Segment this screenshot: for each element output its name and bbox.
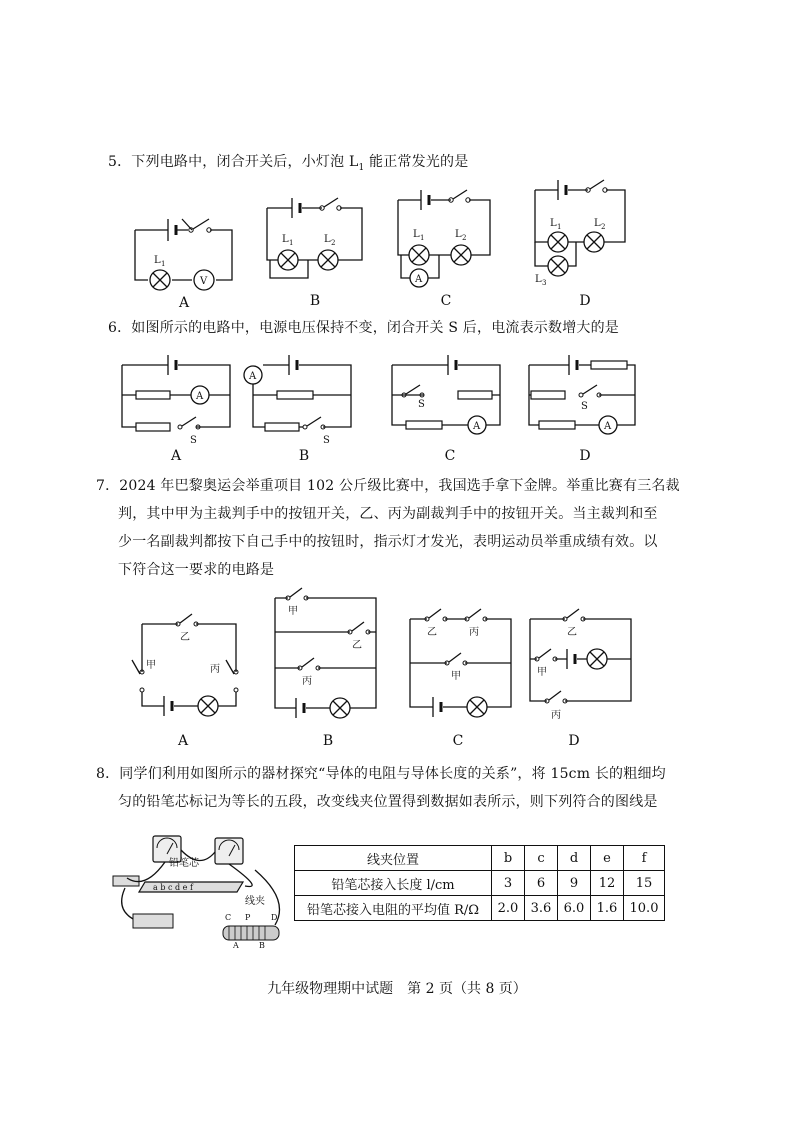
- svg-text:1: 1: [557, 223, 562, 231]
- svg-text:甲: 甲: [288, 606, 298, 617]
- q6-circuit-a: [118, 355, 238, 446]
- svg-text:1: 1: [420, 234, 425, 242]
- q5-stem: 5．下列电路中，闭合开关后，小灯泡 $L_1$ 能正常发光的是: [108, 154, 469, 173]
- q5-circuit-d: [530, 178, 635, 288]
- svg-text:L: L: [455, 229, 462, 240]
- table-cell: 15: [624, 871, 665, 896]
- q7-option-d: D: [568, 733, 580, 749]
- q5-option-a: A: [178, 295, 190, 311]
- table-cell: 2.0: [492, 896, 525, 921]
- svg-text:L: L: [550, 218, 557, 229]
- q8-data-table: [294, 845, 665, 921]
- table-header: d: [558, 846, 591, 871]
- svg-text:P: P: [245, 913, 251, 922]
- table-header: 线夹位置: [295, 846, 492, 871]
- q7-circuit-d: [525, 605, 640, 720]
- svg-text:L: L: [413, 229, 420, 240]
- q8-line-2: 匀的铅笔芯标记为等长的五段，改变线夹位置得到数据如表所示，则下列符合的图线是: [118, 794, 658, 810]
- svg-text:V: V: [200, 276, 208, 287]
- q7-option-a: A: [177, 733, 189, 749]
- svg-text:丙: 丙: [210, 664, 220, 675]
- table-header: c: [525, 846, 558, 871]
- table-cell: 3: [492, 871, 525, 896]
- table-cell: 10.0: [624, 896, 665, 921]
- svg-text:S: S: [581, 401, 588, 412]
- q6-option-b: B: [298, 448, 310, 464]
- q7-line-2: 判，其中甲为主裁判手中的按钮开关，乙、丙为副裁判手中的按钮开关。当主裁判和至: [118, 506, 658, 522]
- svg-text:线夹: 线夹: [245, 896, 265, 907]
- q6-circuit-c: [388, 355, 508, 440]
- svg-text:乙: 乙: [567, 627, 577, 638]
- q7-circuit-a: [128, 610, 243, 720]
- q5-circuit-a: [130, 205, 240, 290]
- svg-text:A: A: [196, 391, 204, 402]
- svg-text:甲: 甲: [451, 671, 461, 682]
- svg-text:A: A: [473, 421, 481, 432]
- svg-text:S: S: [418, 399, 425, 410]
- table-cell: 6: [525, 871, 558, 896]
- q7-line-3: 少一名副裁判都按下自己手中的按钮时，指示灯才发光，表明运动员举重成绩有效。以: [118, 534, 658, 550]
- svg-text:L: L: [594, 218, 601, 229]
- table-row-label: 铅笔芯接入长度 l/cm: [295, 871, 492, 896]
- q7-circuit-c: [405, 605, 520, 720]
- svg-text:乙: 乙: [427, 627, 437, 638]
- svg-text:S: S: [190, 435, 197, 446]
- q7-circuit-b: [270, 590, 385, 720]
- svg-text:A: A: [233, 941, 239, 950]
- q5-option-c: C: [440, 293, 452, 309]
- svg-text:丙: 丙: [551, 710, 561, 721]
- svg-text:铅笔芯: 铅笔芯: [169, 858, 199, 869]
- q6-option-c: C: [444, 448, 456, 464]
- svg-text:2: 2: [601, 223, 606, 231]
- table-row-label: 铅笔芯接入电阻的平均值 R/Ω: [295, 896, 492, 921]
- q6-circuit-d: [525, 355, 645, 440]
- svg-text:A: A: [604, 421, 612, 432]
- q8-line-1: 8．同学们利用如图所示的器材探究“导体的电阻与导体长度的关系”，将 15cm 长的粗细均: [96, 766, 666, 782]
- svg-text:a b c d e f: a b c d e f: [153, 883, 193, 892]
- q7-line-4: 下符合这一要求的电路是: [118, 562, 275, 578]
- svg-text:1: 1: [161, 260, 166, 268]
- svg-text:L: L: [324, 234, 331, 245]
- svg-text:2: 2: [331, 239, 336, 247]
- q6-option-a: A: [170, 448, 182, 464]
- table-cell: 6.0: [558, 896, 591, 921]
- svg-text:乙: 乙: [352, 640, 362, 651]
- q6-option-d: D: [579, 448, 591, 464]
- svg-text:A: A: [415, 274, 423, 285]
- q5-option-b: B: [309, 293, 321, 309]
- svg-text:1: 1: [289, 239, 294, 247]
- table-cell: 9: [558, 871, 591, 896]
- table-cell: 3.6: [525, 896, 558, 921]
- svg-text:3: 3: [542, 279, 547, 287]
- table-row: [295, 871, 665, 896]
- page-footer: 九年级物理期中试题 第 2 页（共 8 页）: [267, 981, 527, 997]
- svg-text:2: 2: [462, 234, 467, 242]
- q5-option-d: D: [579, 293, 591, 309]
- q8-apparatus-figure: [105, 830, 295, 950]
- svg-text:S: S: [323, 435, 330, 446]
- q7-line-1: 7．2024 年巴黎奥运会举重项目 102 公斤级比赛中，我国选手拿下金牌。举重比赛有三名裁: [96, 478, 680, 494]
- q5-circuit-b: [262, 190, 372, 280]
- table-row: [295, 896, 665, 921]
- svg-text:B: B: [259, 941, 265, 950]
- table-header: e: [591, 846, 624, 871]
- q6-stem: 6．如图所示的电路中，电源电压保持不变，闭合开关 S 后，电流表示数增大的是: [108, 320, 619, 336]
- svg-text:丙: 丙: [302, 676, 312, 687]
- table-header: b: [492, 846, 525, 871]
- svg-text:C: C: [225, 913, 232, 922]
- svg-text:A: A: [249, 371, 257, 382]
- svg-text:L: L: [154, 255, 161, 266]
- table-header: f: [624, 846, 665, 871]
- svg-text:甲: 甲: [146, 660, 156, 671]
- table-row: [295, 846, 665, 871]
- q5-circuit-c: [393, 185, 498, 285]
- q7-option-b: B: [322, 733, 334, 749]
- svg-text:丙: 丙: [469, 627, 479, 638]
- svg-text:乙: 乙: [180, 632, 190, 643]
- svg-text:D: D: [271, 913, 278, 922]
- svg-text:L: L: [282, 234, 289, 245]
- q7-option-c: C: [452, 733, 464, 749]
- table-cell: 1.6: [591, 896, 624, 921]
- svg-text:甲: 甲: [537, 667, 547, 678]
- table-cell: 12: [591, 871, 624, 896]
- q6-circuit-b: [243, 355, 363, 446]
- svg-text:L: L: [535, 274, 542, 285]
